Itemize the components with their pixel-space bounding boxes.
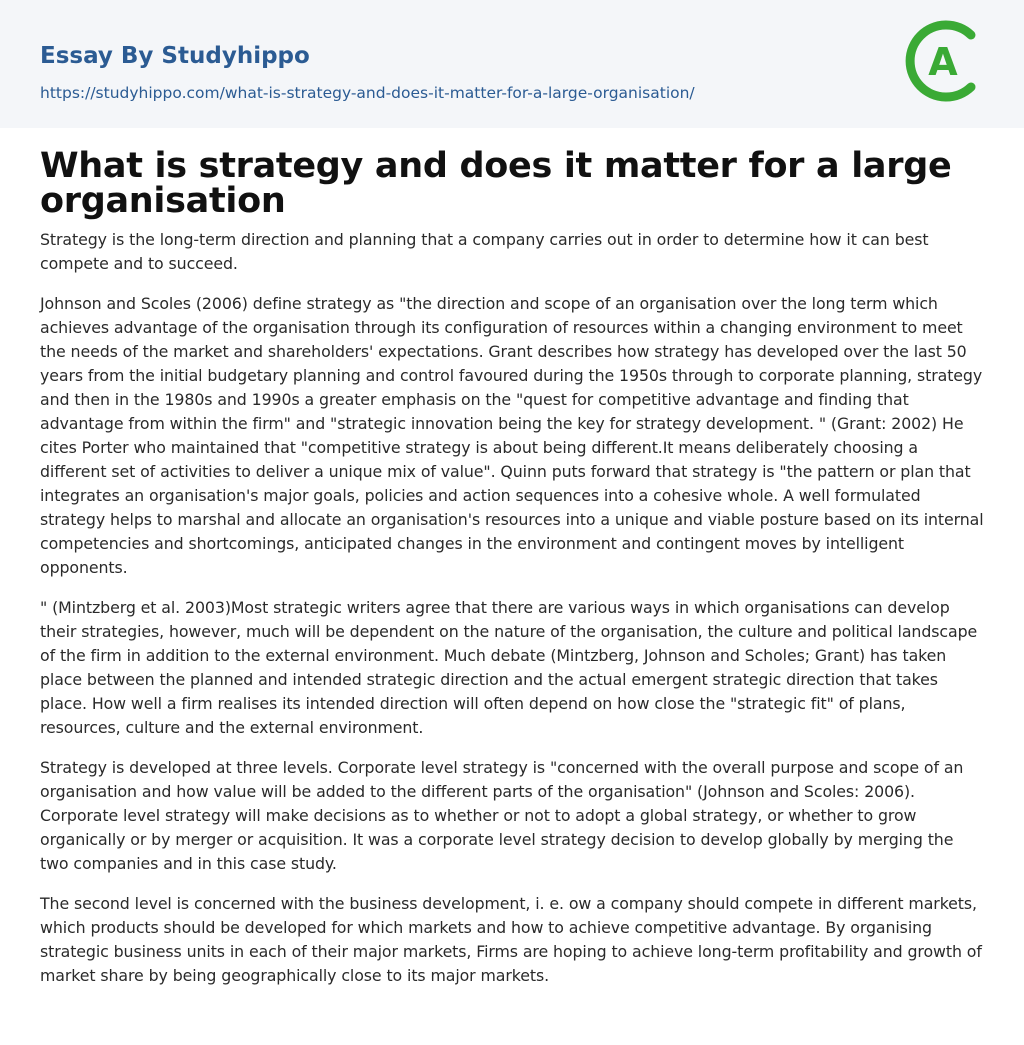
logo-letter: A [928, 40, 958, 84]
essay-paragraph: Strategy is the long-term direction and planning that a company carries out in order to determine how it can best compete and to succeed. [40, 230, 929, 273]
studyhippo-logo-icon[interactable] [900, 18, 986, 104]
essay-title: What is strategy and does it matter for a large organisation [40, 146, 952, 221]
site-title[interactable]: Essay By Studyhippo [40, 43, 310, 69]
essay-paragraph: Johnson and Scoles (2006) define strategy as "the direction and scope of an organisation over the long term which achieves advantage of the organisation through its configuration of resources within a changing environment to meet the needs of the market and shareholders' expectations. Grant describes how strategy has developed over the last 50 years from the initial budgetary planning and control favoured during the 1950s through to corporate planning, strategy and then in the 1980s and 1990s a greater emphasis on the "quest for competitive advantage and finding that advantage from within the firm" and "strategic innovation being the key for strategy development. " (Grant: 2002) He cites Porter who maintained that "competitive strategy is about being different.It means deliberately choosing a different set of activities to deliver a unique mix of value". Quinn puts forward that strategy is "the pattern or plan that integrates an organisation's major goals, policies and action sequences into a cohesive whole. A well formulated strategy helps to marshal and allocate an organisation's resources into a unique and viable posture based on its internal competencies and shortcomings, anticipated changes in the environment and contingent moves by intelligent opponents. [40, 294, 984, 577]
essay-paragraph: " (Mintzberg et al. 2003)Most strategic writers agree that there are various ways in which organisations can develop their strategies, however, much will be dependent on the nature of the organisation, the culture and political landscape of the firm in addition to the external environment. Much debate (Mintzberg, Johnson and Scholes; Grant) has taken place between the planned and intended strategic direction and the actual emergent strategic direction that takes place. How well a firm realises its intended direction will often depend on how close the "strategic fit" of plans, resources, culture and the external environment. [40, 598, 978, 737]
essay-content [0, 128, 1024, 988]
essay-paragraph: The second level is concerned with the business development, i. e. ow a company should compete in different markets, which products should be developed for which markets and how to achieve competitive advantage. By organising strategic business units in each of their major markets, Firms are hoping to achieve long-term profitability and growth of market share by being geographically close to its major markets. [40, 894, 982, 985]
essay-url-link[interactable]: https://studyhippo.com/what-is-strategy-and-does-it-matter-for-a-large-organisation/ [40, 84, 695, 102]
essay-paragraph: Strategy is developed at three levels. Corporate level strategy is "concerned with the overall purpose and scope of an organisation and how value will be added to the different parts of the organisation" (Johnson and Scoles: 2006). Corporate level strategy will make decisions as to whether or not to adopt a global strategy, or whether to grow organically or by merger or acquisition. It was a corporate level strategy decision to develop globally by merging the two companies and in this case study. [40, 758, 964, 873]
page-header [0, 0, 1024, 128]
